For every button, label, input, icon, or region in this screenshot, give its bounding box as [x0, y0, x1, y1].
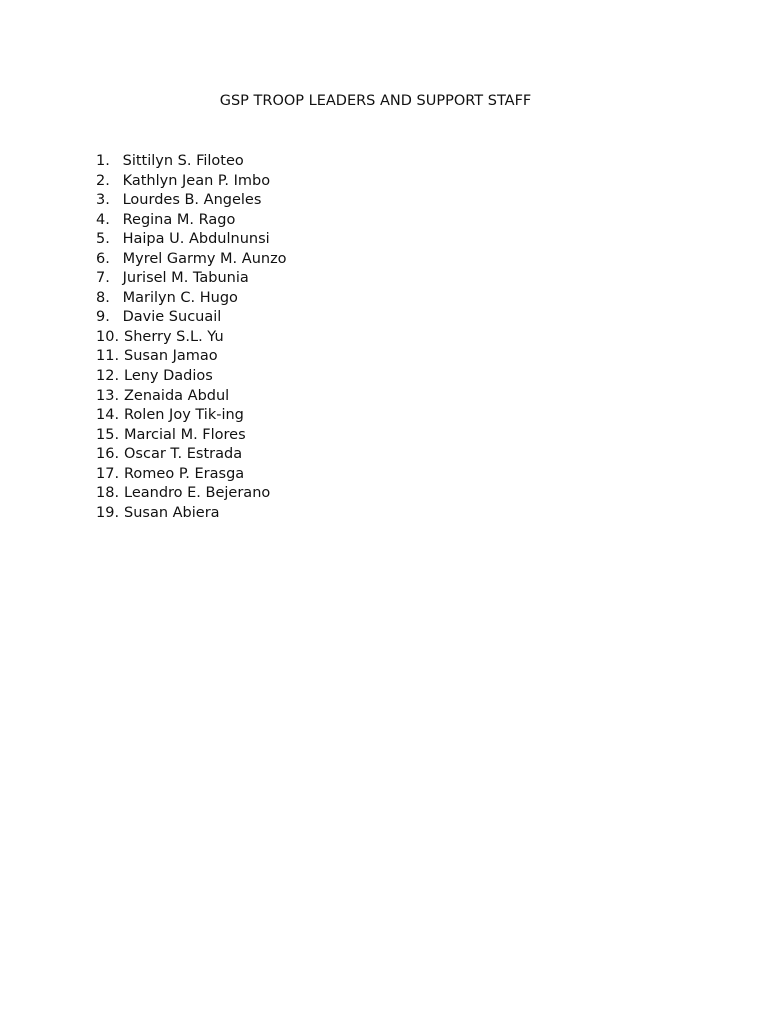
list-item: [96, 347, 287, 367]
list-item: [96, 191, 287, 211]
list-item: [96, 504, 287, 524]
list-item: [96, 289, 287, 309]
list-item-name: Lourdes B. Angeles: [122, 192, 262, 209]
list-item-number: 3.: [96, 192, 110, 209]
list-item-number: 8.: [96, 289, 110, 306]
list-item-number: 17.: [96, 465, 120, 482]
list-item-number: 10.: [96, 328, 120, 345]
list-item-number: 2.: [96, 172, 110, 189]
list-item-name: Jurisel M. Tabunia: [122, 270, 249, 287]
list-item-name: Leandro E. Bejerano: [124, 485, 271, 502]
list-item: [96, 367, 287, 387]
list-item: [96, 250, 287, 270]
list-item-name: Kathlyn Jean P. Imbo: [122, 172, 271, 189]
list-item: [96, 484, 287, 504]
list-item-name: Susan Jamao: [124, 348, 218, 365]
list-item-number: 5.: [96, 231, 110, 248]
list-item-name: Zenaida Abdul: [124, 387, 230, 404]
list-item-name: Leny Dadios: [124, 368, 213, 385]
list-item-number: 13.: [96, 387, 120, 404]
list-item-name: Sherry S.L. Yu: [124, 328, 224, 345]
list-item-number: 14.: [96, 407, 120, 424]
list-item: [96, 445, 287, 465]
list-item-name: Sittilyn S. Filoteo: [122, 153, 244, 169]
list-item: [96, 269, 287, 289]
list-item: [96, 308, 287, 328]
list-item-name: Regina M. Rago: [122, 211, 236, 228]
list-item-name: Myrel Garmy M. Aunzo: [122, 250, 287, 267]
list-item-number: 12.: [96, 368, 120, 385]
list-item-name: Marcial M. Flores: [124, 426, 246, 443]
list-item: [96, 172, 287, 192]
list-item-number: 9.: [96, 309, 110, 326]
list-item-number: 11.: [96, 348, 120, 365]
list-item-name: Rolen Joy Tik-ing: [124, 407, 244, 424]
list-item-number: 1.: [96, 153, 110, 169]
list-item: [96, 328, 287, 348]
list-item-number: 16.: [96, 446, 120, 463]
list-item-number: 6.: [96, 250, 110, 267]
list-item-name: Susan Abiera: [124, 504, 220, 521]
staff-list: [96, 152, 287, 523]
list-item-number: 4.: [96, 211, 110, 228]
list-item: [96, 406, 287, 426]
list-item-name: Davie Sucuail: [122, 309, 222, 326]
list-item: [96, 152, 287, 172]
list-item-number: 7.: [96, 270, 110, 287]
list-item-name: Haipa U. Abdulnunsi: [122, 231, 270, 248]
list-item-number: 19.: [96, 504, 120, 521]
list-item-number: 18.: [96, 485, 120, 502]
list-item: [96, 387, 287, 407]
list-item: [96, 230, 287, 250]
document-title: GSP TROOP LEADERS AND SUPPORT STAFF: [219, 93, 532, 109]
list-item-number: 15.: [96, 426, 120, 443]
list-item-name: Marilyn C. Hugo: [122, 289, 238, 306]
list-item-name: Romeo P. Erasga: [124, 465, 245, 482]
list-item: [96, 426, 287, 446]
list-item: [96, 211, 287, 231]
list-item: [96, 465, 287, 485]
list-item-name: Oscar T. Estrada: [124, 446, 243, 463]
